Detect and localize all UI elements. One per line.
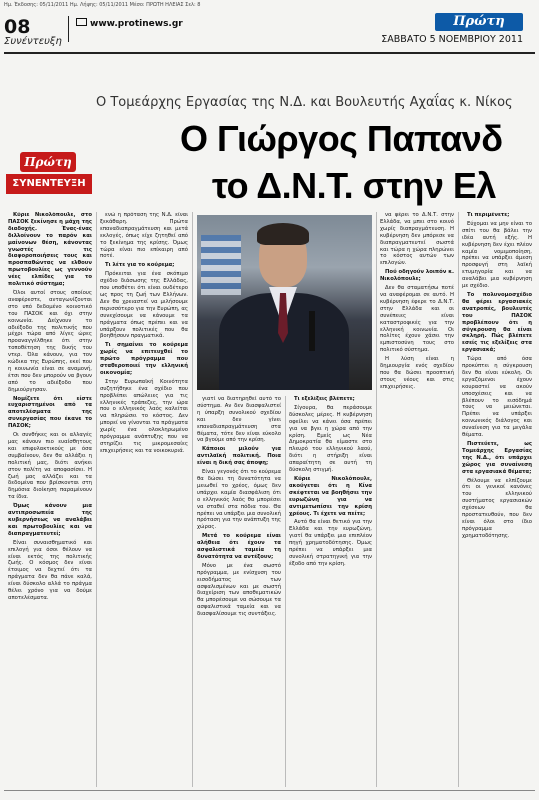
question: Τι λέτε για το κούρεμα; <box>105 262 175 269</box>
intro-question: Κύριε Νικολόπουλε, στο ΠΑΣΟΚ ξεκίνησε η μάχη της διαδοχής. Ένας-ένας διλλοίνουν το παρόν και μαίνονων θέση, κάνοντας γνωστές τις διαφοροποιήσεις τους και προσπαθώντας να ελθουν πρωτοβουλίες ως γεννούν νέες ελπίδες για το πολιτικό σύστημα; <box>8 212 92 288</box>
paragraph: Στην Ευρωπαϊκή Κοινότητα συζητήθηκε ένα σχέδιο που προβλέπει απώλειες για τις ελληνικές τράπεζες, την ώρα που ο ελληνικός λαός καλείται να πληρώσει το κόστος. Δεν μπορεί να γίνονται τα πράγματα χωρίς ένα ολοκληρωμένο πρόγραμμα ανάπτυξης που να στηρίζει τις μικρομεσαίες επιχειρήσεις και τα νοικοκυριά. <box>100 378 188 454</box>
question: Μετά το κούρεμα είναι αλήθεια ότι έχουν τα ασφαλιστικά ταμεία τη δυνατότητα να αντέξουν; <box>197 533 281 560</box>
archive-meta: Ημ. Έκδοσης: 05/11/2011 Ημ. Λήψης: 05/11/2011 Μέσο: ΠΡΩΤΗ ΗΛΕΙΑΣ Σελ: 8 <box>4 2 201 8</box>
paragraph: Αυτό θα είναι θετικό για την Ελλάδα και την ευρωζώνη, γιατί θα υπάρξει μια επιπλέον πηγή χρηματοδότησης. Όμως πρέπει να υπάρξει μια συνολική στρατηγική για την έξοδο από την κρίση. <box>289 519 372 567</box>
site-url[interactable] <box>76 18 183 29</box>
question: Τι εξελίξεις βλέπετε; <box>294 396 355 402</box>
site-url-text: www.protinews.gr <box>90 19 183 29</box>
headline-line-2: το Δ.Ν.Τ. στην Ελ <box>212 165 496 206</box>
paragraph: Μόνο με ένα σωστό πρόγραμμα, με ενίσχυση του εισοδήματος των ασφαλισμένων και με σωστή διαχείριση των αποθεματικών θα μπορέσουμε να σώσουμε τα ασφαλιστικά ταμεία και να διασφαλίσουμε τις συντάξεις. <box>197 562 281 618</box>
article-column-3 <box>197 396 281 787</box>
paragraph: Οι συνθήκες και οι αλλαγές μας κάνουν πιο ευαίσθητους και επιφυλακτικούς με όσα συμβαίνουν, δεν θα αλλάξει η πολιτική μας, διότι ανήκει στον πολίτη να αποφασίσει. Η ζωή μας αλλάζει και τα δεδομένα που βρίσκονται στη δημόσια διοίκηση παραμένουν τα ίδια. <box>8 432 92 501</box>
article-column-5 <box>380 212 454 787</box>
page-header <box>0 10 539 50</box>
mail-icon <box>76 18 87 26</box>
badge-logo: Πρώτη <box>20 152 76 172</box>
article-kicker: Ο Τομεάρχης Εργασίας της Ν.Δ. και Βουλευτής Αχαΐας κ. Νίκος <box>96 95 513 110</box>
issue-date: ΣΑΒΒΑΤΟ 5 ΝΟΕΜΒΡΙΟΥ 2011 <box>381 34 523 45</box>
flag-background <box>201 235 241 295</box>
column-divider <box>285 396 286 787</box>
headline-line-1: Ο Γιώργος Παπανδ <box>180 118 503 159</box>
page-number: 08 <box>4 16 31 38</box>
question: Όμως κάνουν μια αντιπροσωπεία της κυβερνήσεως να αναλάβει και πρωτοβουλίες και να διαπραγματευτεί; <box>8 503 92 537</box>
paragraph: γιατί να διατηρηθεί αυτό το σύστημα. Αν δεν διασφαλιστεί η ύπαρξη συνολικού σχεδίου και δεν γίνει επαναδιαπραγμάτευση στα θέματα, τότε δεν είναι εύκολο να βγούμε από την κρίση. <box>197 396 281 444</box>
paragraph: Τώρα από όσα προκύπτει η σύγκρουση δεν θα είναι εύκολη. Οι εργαζόμενοι έχουν κουραστεί να ακούν υποσχέσεις και να βλέπουν το εισόδημά τους να μειώνεται. Πρέπει να υπάρξει κοινωνικός διάλογος και συναίνεση για τα μεγάλα θέματα. <box>462 356 532 439</box>
question: Κύριε Νικολόπουλε, ακούγεται ότι η Κίνα σκέφτεται να βοηθήσει την ευρωζώνη για να αντιμετωπίσει την κρίση χρέους. Τι έχετε να πείτε; <box>289 475 372 517</box>
article-column-6 <box>462 212 532 787</box>
article-column-2 <box>100 212 188 787</box>
column-divider <box>458 212 459 787</box>
question: Κάποιοι μιλούν για αντιλαϊκή πολιτική. Ποια είναι η δική σας άποψη; <box>197 446 281 467</box>
hair <box>257 223 309 245</box>
paragraph: Όλοι αυτοί στους οποίους αναφέρεστε, ανταγωνίζονται στο υπό δεδομένο κοινοτικό του ΠΑΣΟΚ και όχι στην κοινωνία. Δείχνουν το αδιέξοδο της πολιτικής που μέχρι τώρα από λίγες ώρες προαναγγέλθηκε ότι στην τοποθέτηση της δικής του ντερ. Όλα κάνουν, για τον κώδικα της Ευρώπης, εκεί που η κοινωνία είναι σε αναμονή, έτσι που δεν μπορούν να βγουν από το αδιέξοδο που δημιούργησαν. <box>8 289 92 393</box>
question: Τι περιμένετε; <box>467 212 510 218</box>
paragraph: Είναι συναισθηματικό και επιλογή για όσοι θέλουν να είναι εκτός της πολιτικής ζωής. Ο κόσμος δεν είναι έτοιμος να δεχτεί ότι τα πράγματα δεν θα πάνε καλά, είναι δύσκολο αλλά το πράγμα θέλει χρόνο για να δούμε αποτελέσματα. <box>8 539 92 601</box>
question: Πού οδηγούν λοιπόν κ. Νικολόπουλε; <box>380 269 454 283</box>
article-column-1 <box>8 212 92 787</box>
question: Τι σημαίνει το κούρεμα χωρίς να επιτευχθεί το πρώτο πρόγραμμα που σταθεροποιεί την ελληνική οικονομία; <box>100 342 188 376</box>
paragraph: να φέρει το Δ.Ν.Τ. στην Ελλάδα, να μπει στο κοινό χωρίς διαπραγμάτευση. Η κυβέρνηση δεν μπόρεσε να διαπραγματευτεί σωστά και τώρα η χώρα πληρώνει το κόστος αυτών των επιλογών. <box>380 212 454 267</box>
paragraph: ενώ η πρόταση της Ν.Δ. είναι ξεκάθαρη. Πρώτα επαναδιαπραγμάτευση και μετά εκλογές, όπως είχε ζητηθεί από το ξεκίνημα της κρίσης. Όμως τώρα είναι πιο επίκαιρη από ποτέ. <box>100 212 188 260</box>
interview-badge <box>6 150 92 206</box>
paragraph: Εύχομαι να μην είναι το σπίτι του θα βάλει την ιδέα αυτή εξής. Η κυβέρνηση δεν έχει πλέον καμία νομιμοποίηση, πρέπει να υπάρξει άμεση προσφυγή στη λαϊκή ετυμηγορία και να αναλάβει μια κυβέρνηση με σχέδιο. <box>462 220 532 290</box>
column-divider <box>192 212 193 787</box>
question: Νομίζετε ότι είστε ευχαριστημένοι από τα αποτελέσματα της συνεργασίας που έκανε το ΠΑΣΟΚ; <box>8 395 92 430</box>
badge-label: ΣΥΝΕΝΤΕΥΞΗ <box>6 174 92 194</box>
politician-photo <box>197 215 372 390</box>
newspaper-logo: Πρώτη <box>435 13 523 31</box>
paragraph: Σίγουρα, θα περάσουμε δύσκολες μέρες. Η κυβέρνηση οφείλει να κάνει όσα πρέπει για να βγει η χώρα από την κρίση. Εμείς ως Νέα Δημοκρατία θα είμαστε στο πλευρό του ελληνικού λαού, διότι η στήριξη είναι απαραίτητη σε αυτή τη δύσκολη στιγμή. <box>289 404 372 474</box>
paragraph: Θέλουμε να ελπίζουμε ότι οι γενικοί κανόνες του ελληνικού συστήματος εργασιακών σχέσεων θα προστατευθούν, που δεν είναι όλοι στο ίδιο πρόγραμμα χρηματοδότησης. <box>462 477 532 539</box>
article-column-4 <box>289 396 372 787</box>
column-divider <box>96 212 97 787</box>
footer-rule <box>4 790 535 791</box>
question: Το πολυνομοσχέδιο θα φέρει εργασιακές ανατροπές, βουλευτές του ΠΑΣΟΚ προβλέπουν ότι η σύγκρουση θα είναι σκληρή. Πώς βλέπετε εσείς τις εξελίξεις στα εργασιακά; <box>462 291 532 354</box>
paragraph: Είναι γεγονός ότι το κούρεμα θα δώσει τη δυνατότητα να μειωθεί το χρέος, όμως δεν υπάρχει καμία διασφάλιση ότι ο ελληνικός λαός θα μπορέσει να σταθεί στα πόδια του. Θα πρέπει να υπάρξει μια συνολική πρόταση για την ανάπτυξη της χώρας. <box>197 469 281 531</box>
header-divider <box>68 16 69 42</box>
paragraph: Η λύση είναι η δημιουργία ενός σχεδίου που θα δώσει προοπτική στους νέους και στις επιχειρήσεις. <box>380 356 454 390</box>
header-rule <box>4 52 535 54</box>
paragraph: Δεν θα σταματήσω ποτέ να αναφέρομαι σε αυτό. Η κυβέρνηση έφερε το Δ.Ν.Τ. στην Ελλάδα και οι συνέπειες είναι καταστροφικές για την ελληνική κοινωνία. Οι πολίτες έχουν χάσει την εμπιστοσύνη τους στο πολιτικό σύστημα. <box>380 285 454 354</box>
paragraph: Πρόκειται για ένα σκόπιμο σχέδιο διάσωσης της Ελλάδας, που υποθέτει ότι είναι ουδέτερο ως προς τη ζωή των Ελλήνων. Δεν θα χρειαστεί να μιλήσουμε περισσότερο για την Ευρώπη, ας συνεχίσουμε να κάνουμε τα πράγματα όπως πρέπει και να υπάρξουν πολιτικές που θα βοηθήσουν πραγματικά. <box>100 271 188 340</box>
section-label: Συνέντευξη <box>4 36 62 47</box>
microphone-icon <box>309 311 315 351</box>
question: Πιστεύετε, ως Τομεάρχης Εργασίας της Ν.Δ., ότι υπάρχει χώρος για συναίνεση στα εργασιακά θέματα; <box>462 441 532 475</box>
column-divider <box>376 212 377 787</box>
